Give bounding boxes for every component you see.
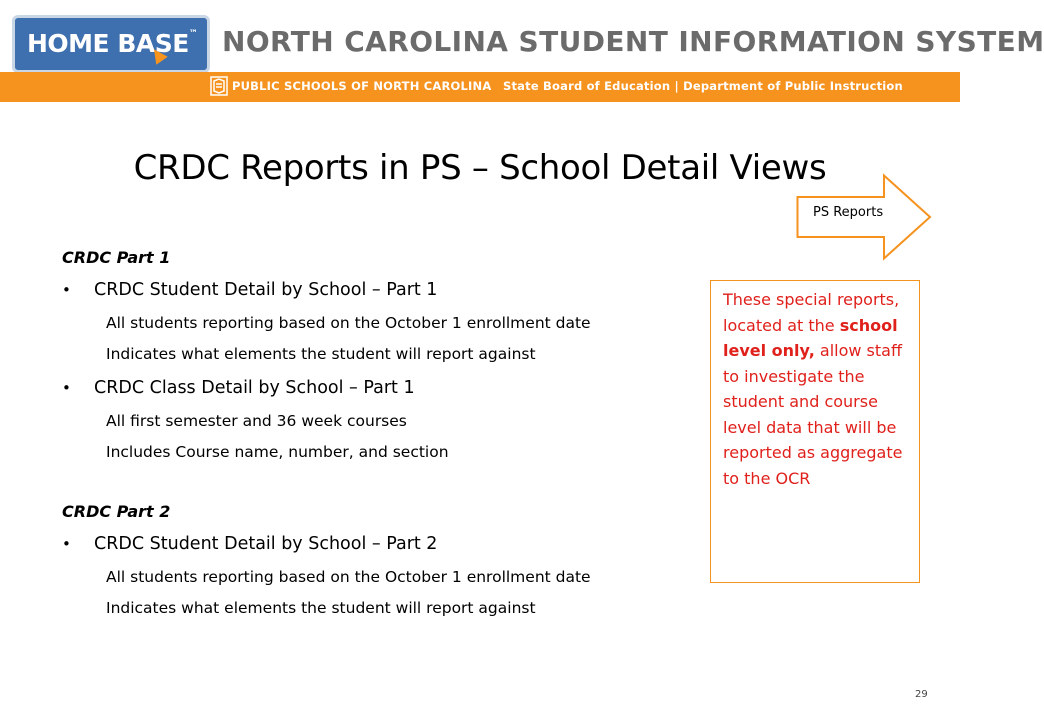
org-subtitle: State Board of Education | Department of Public Instruction: [503, 79, 903, 93]
page-number: 29: [915, 689, 928, 700]
org-name: PUBLIC SCHOOLS OF NORTH CAROLINA: [232, 79, 492, 93]
detail-line: All students reporting based on the October 1 enrollment date: [106, 568, 591, 586]
logo-trademark: ™: [188, 29, 198, 39]
note-box: [710, 280, 920, 583]
section-heading: CRDC Part 2: [62, 502, 171, 521]
bullet-item: • CRDC Student Detail by School – Part 2: [62, 526, 702, 562]
logo-text: HOME BASE: [27, 29, 189, 58]
detail-line: All first semester and 36 week courses: [106, 412, 407, 430]
header-banner: [0, 0, 1044, 102]
section-heading: CRDC Part 1: [62, 248, 171, 267]
detail-line: All students reporting based on the October 1 enrollment date: [106, 314, 591, 332]
detail-line: Indicates what elements the student will report against: [106, 599, 536, 617]
detail-line: Indicates what elements the student will report against: [106, 345, 536, 363]
nc-seal-icon: [211, 77, 227, 95]
system-title: NORTH CAROLINA STUDENT INFORMATION SYSTEM: [222, 25, 1044, 58]
detail-line: Includes Course name, number, and section: [106, 443, 449, 461]
home-base-logo: [12, 15, 210, 73]
note-text-pre: These special reports, located at the: [723, 290, 900, 335]
org-bar: [0, 72, 960, 102]
bullet-item: • CRDC Student Detail by School – Part 1: [62, 272, 702, 308]
page-title: CRDC Reports in PS – School Detail Views: [133, 148, 827, 188]
ps-reports-label: PS Reports: [813, 205, 884, 220]
note-text-bold: school level only,: [723, 315, 898, 360]
note-text-post: allow staff to investigate the student and course level data that will be reported as aggregate to the OCR: [723, 341, 903, 488]
bullet-item: • CRDC Class Detail by School – Part 1: [62, 370, 702, 406]
slide-body: [62, 244, 702, 624]
